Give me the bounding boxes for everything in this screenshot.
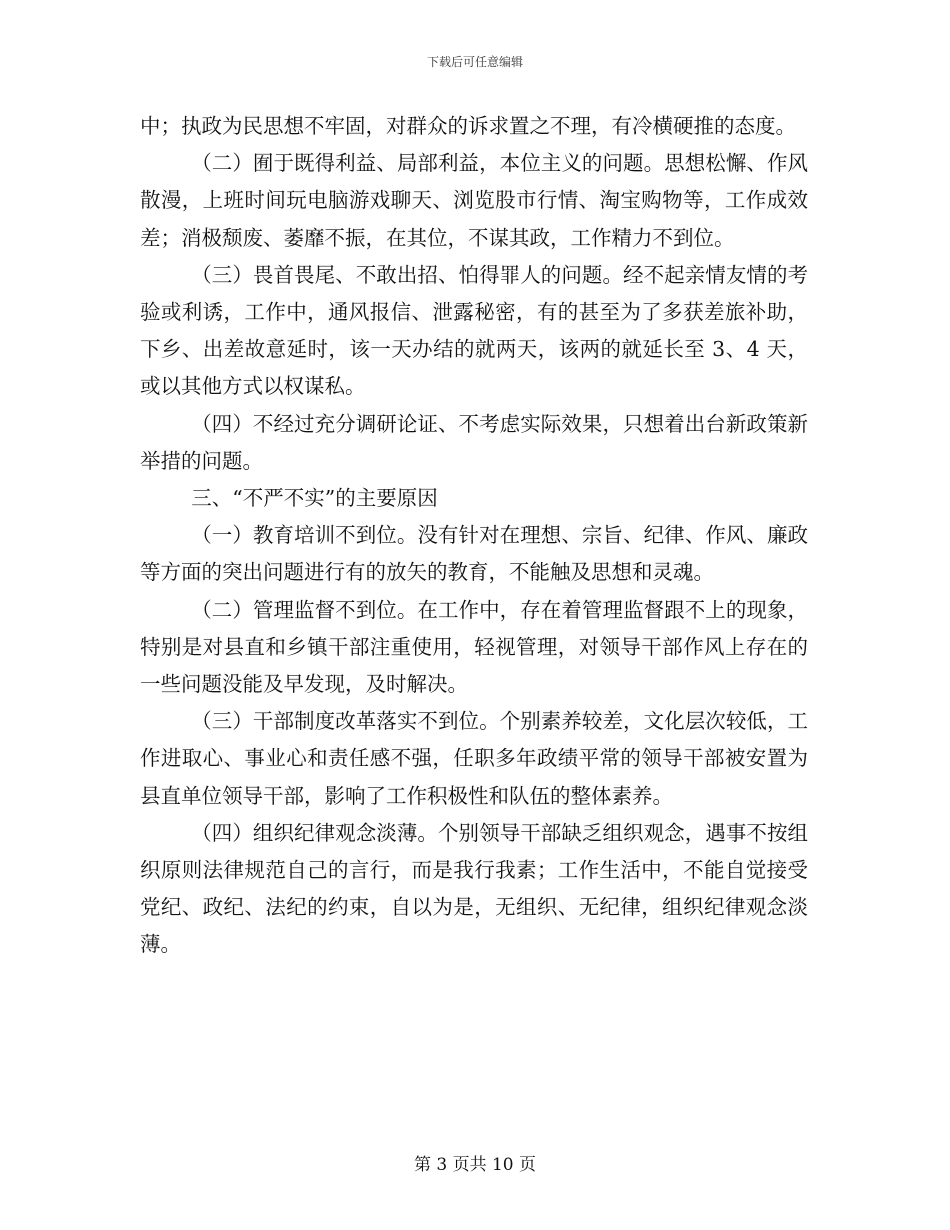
- paragraph-cause-4: （四）组织纪律观念淡薄。个别领导干部缺乏组织观念，遇事不按组织原则法律规范自己的言行，而是我行我素；工作生活中，不能自觉接受党纪、政纪、法纪的约束，自以为是，无组织、无纪律，组织纪律观念淡薄。: [140, 820, 808, 957]
- paragraph-continuation: 中；执政为民思想不牢固，对群众的诉求置之不理，有冷横硬推的态度。: [140, 114, 796, 138]
- page-header: 下载后可任意编辑: [426, 55, 523, 69]
- paragraph-cause-1: （一）教育培训不到位。没有针对在理想、宗旨、纪律、作风、廉政等方面的突出问题进行有的放矢的教育，不能触及思想和灵魂。: [140, 523, 808, 585]
- page-number: 第 3 页共 10 页: [413, 1155, 537, 1175]
- paragraph-problem-4: （四）不经过充分调研论证、不考虑实际效果，只想着出台新政策新举措的问题。: [140, 411, 808, 473]
- paragraph-cause-3: （三）干部制度改革落实不到位。个别素养较差，文化层次较低，工作进取心、事业心和责任感不强，任职多年政绩平常的领导干部被安置为县直单位领导干部，影响了工作积极性和队伍的整体素养。: [140, 709, 808, 808]
- paragraph-cause-2: （二）管理监督不到位。在工作中，存在着管理监督跟不上的现象，特别是对县直和乡镇干部注重使用，轻视管理，对领导干部作风上存在的一些问题没能及早发现，及时解决。: [140, 597, 808, 697]
- section-heading-causes: 三、“不严不实”的主要原因: [191, 486, 438, 511]
- document-body: [140, 108, 808, 964]
- paragraph-problem-2: （二）囿于既得利益、局部利益，本位主义的问题。思想松懈、作风散漫，上班时间玩电脑游戏聊天、浏览股市行情、淘宝购物等，工作成效差；消极颓废、萎靡不振，在其位，不谋其政，工作精力不到位。: [140, 151, 808, 250]
- paragraph-problem-3: （三）畏首畏尾、不敢出招、怕得罪人的问题。经不起亲情友情的考验或利诱，工作中，通风报信、泄露秘密，有的甚至为了多获差旅补助，下乡、出差故意延时，该一天办结的就两天，该两的就延长至 3、4 天，或以其他方式以权谋私。: [140, 262, 808, 399]
